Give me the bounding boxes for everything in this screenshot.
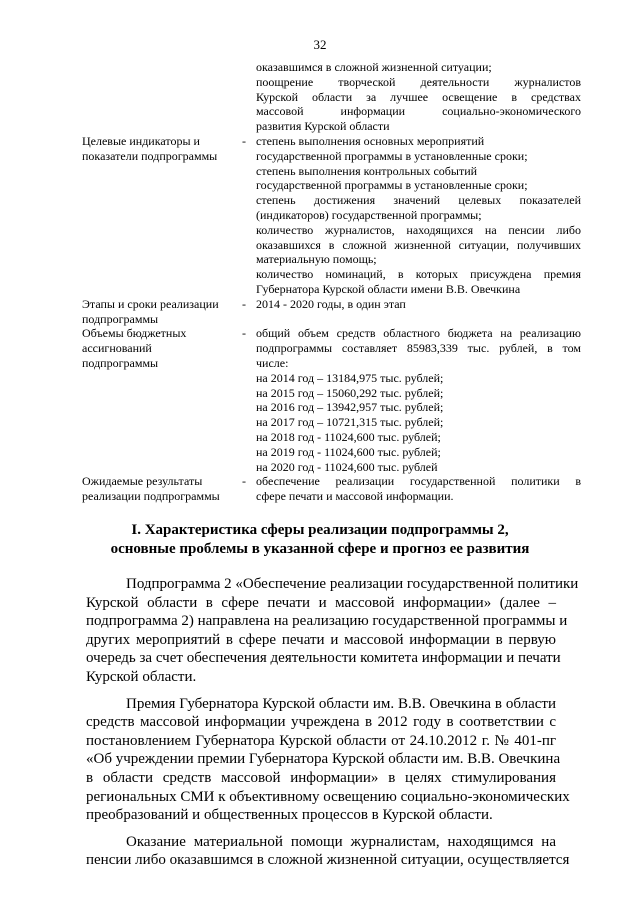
- passport-value-line: массовой информации социально-экономического: [256, 104, 581, 119]
- body-line: пенсии либо оказавшимся в сложной жизненной ситуации, осуществляется: [86, 852, 570, 869]
- passport-label-line: Целевые индикаторы и: [82, 133, 200, 148]
- body-line: Подпрограмма 2 «Обеспечение реализации государственной политики: [126, 576, 579, 592]
- body-line: Оказание материальной помощи журналистам, находящимся на: [126, 833, 556, 850]
- passport-value-line: подпрограммы составляет 85983,339 тыс. рублей, в том: [256, 341, 581, 356]
- passport-row-dash: -: [242, 133, 246, 148]
- passport-value-line: 2014 - 2020 годы, в один этап: [256, 296, 406, 311]
- body-text: [86, 575, 579, 878]
- passport-row-dash: -: [242, 296, 246, 311]
- body-paragraph: [86, 575, 579, 687]
- passport-value-line: на 2017 год – 10721,315 тыс. рублей;: [256, 415, 444, 430]
- section-heading: [86, 521, 554, 559]
- passport-value-line: на 2016 год – 13942,957 тыс. рублей;: [256, 400, 444, 415]
- passport-label-line: подпрограммы: [82, 311, 159, 326]
- body-line: «Об учреждении премии Губернатора Курской области им. В.В. Овечкина: [86, 751, 561, 768]
- passport-value-line: на 2019 год - 11024,600 тыс. рублей;: [256, 444, 441, 459]
- body-line: Курской области в сфере печати и массовой информации» (далее –: [86, 594, 556, 611]
- passport-label-line: Объемы бюджетных: [82, 326, 187, 341]
- passport-row-dash: [232, 60, 256, 134]
- passport-value-line: обеспечение реализации государственной политики в: [256, 474, 581, 489]
- passport-value-line: на 2020 год - 11024,600 тыс. рублей: [256, 459, 438, 474]
- passport-value-line: количество журналистов, находящихся на пенсии либо: [256, 222, 581, 237]
- body-paragraph: [86, 695, 570, 825]
- passport-row: [82, 297, 602, 327]
- body-line: очередь за счет обеспечения деятельности комитета информации и печати: [86, 650, 561, 667]
- passport-value-line: (индикаторов) государственной программы;: [256, 207, 482, 222]
- passport-value-line: количество номинаций, в которых присуждена премия: [256, 267, 581, 282]
- passport-row-label: [82, 474, 232, 504]
- passport-label-line: Этапы и сроки реализации: [82, 296, 219, 311]
- passport-value-line: Курской области за лучшее освещение в средствах: [256, 89, 581, 104]
- subprogram-passport-table: [82, 60, 602, 504]
- passport-row: [82, 474, 602, 504]
- passport-value-line: материальную помощь;: [256, 252, 377, 267]
- passport-row-value: [256, 60, 581, 134]
- passport-row-label: [82, 326, 232, 474]
- passport-value-line: на 2015 год – 15060,292 тыс. рублей;: [256, 385, 444, 400]
- passport-value-line: сфере печати и массовой информации.: [256, 489, 454, 504]
- passport-value-line: государственной программы в установленные сроки;: [256, 178, 528, 193]
- passport-value-line: оказавшихся в сложной жизненной ситуации, получивших: [256, 237, 581, 252]
- passport-value-line: степень выполнения контрольных событий: [256, 163, 478, 178]
- passport-label-line: реализации подпрограммы: [82, 489, 220, 504]
- passport-value-line: на 2018 год - 11024,600 тыс. рублей;: [256, 429, 441, 444]
- body-line: подпрограмма 2) направлена на реализацию государственной программы и: [86, 613, 568, 630]
- passport-row: [82, 134, 602, 297]
- passport-value-line: числе:: [256, 355, 289, 370]
- passport-row-value: [256, 297, 581, 327]
- passport-value-line: общий объем средств областного бюджета на реализацию: [256, 326, 581, 341]
- passport-row-value: [256, 326, 581, 474]
- passport-row-label: [82, 297, 232, 327]
- passport-row: [82, 326, 602, 474]
- page-number: 32: [313, 37, 327, 52]
- body-paragraph: [86, 833, 570, 870]
- passport-label-line: подпрограммы: [82, 355, 159, 370]
- passport-row-label: [82, 134, 232, 297]
- section-heading-line: основные проблемы в указанной сфере и прогноз ее развития: [110, 541, 530, 557]
- section-heading-line: I. Характеристика сферы реализации подпрограммы 2,: [131, 522, 509, 538]
- passport-value-line: развития Курской области: [256, 119, 390, 134]
- body-line: преобразований и общественных процессов в Курской области.: [86, 807, 493, 824]
- passport-row: [82, 60, 602, 134]
- passport-label-line: ассигнований: [82, 341, 152, 356]
- passport-value-line: степень выполнения основных мероприятий: [256, 133, 485, 148]
- body-line: Курской области.: [86, 668, 197, 685]
- passport-value-line: на 2014 год – 13184,975 тыс. рублей;: [256, 370, 444, 385]
- passport-row-value: [256, 134, 581, 297]
- passport-value-line: поощрение творческой деятельности журналистов: [256, 74, 581, 89]
- passport-value-line: государственной программы в установленные сроки;: [256, 148, 528, 163]
- passport-row-value: [256, 474, 581, 504]
- passport-label-line: показатели подпрограммы: [82, 148, 218, 163]
- body-line: постановлением Губернатора Курской области от 24.10.2012 г. № 401-пг: [86, 732, 556, 749]
- passport-value-line: Губернатора Курской области имени В.В. Овечкина: [256, 281, 521, 296]
- passport-value-line: степень достижения значений целевых показателей: [256, 193, 581, 208]
- passport-row-dash: -: [242, 326, 246, 341]
- body-line: других мероприятий в сфере печати и массовой информации в первую: [86, 631, 556, 648]
- passport-row-label: [82, 60, 232, 134]
- passport-label-line: Ожидаемые результаты: [82, 474, 203, 489]
- body-line: Премия Губернатора Курской области им. В.В. Овечкина в области: [126, 695, 556, 712]
- passport-value-line: оказавшимся в сложной жизненной ситуации;: [256, 60, 492, 74]
- body-line: региональных СМИ к объективному освещению социально-экономических: [86, 788, 570, 805]
- body-line: в области средств массовой информации» в целях стимулирования: [86, 769, 556, 786]
- body-line: средств массовой информации учреждена в 2012 году в соответствии с: [86, 714, 556, 731]
- passport-row-dash: -: [242, 474, 246, 489]
